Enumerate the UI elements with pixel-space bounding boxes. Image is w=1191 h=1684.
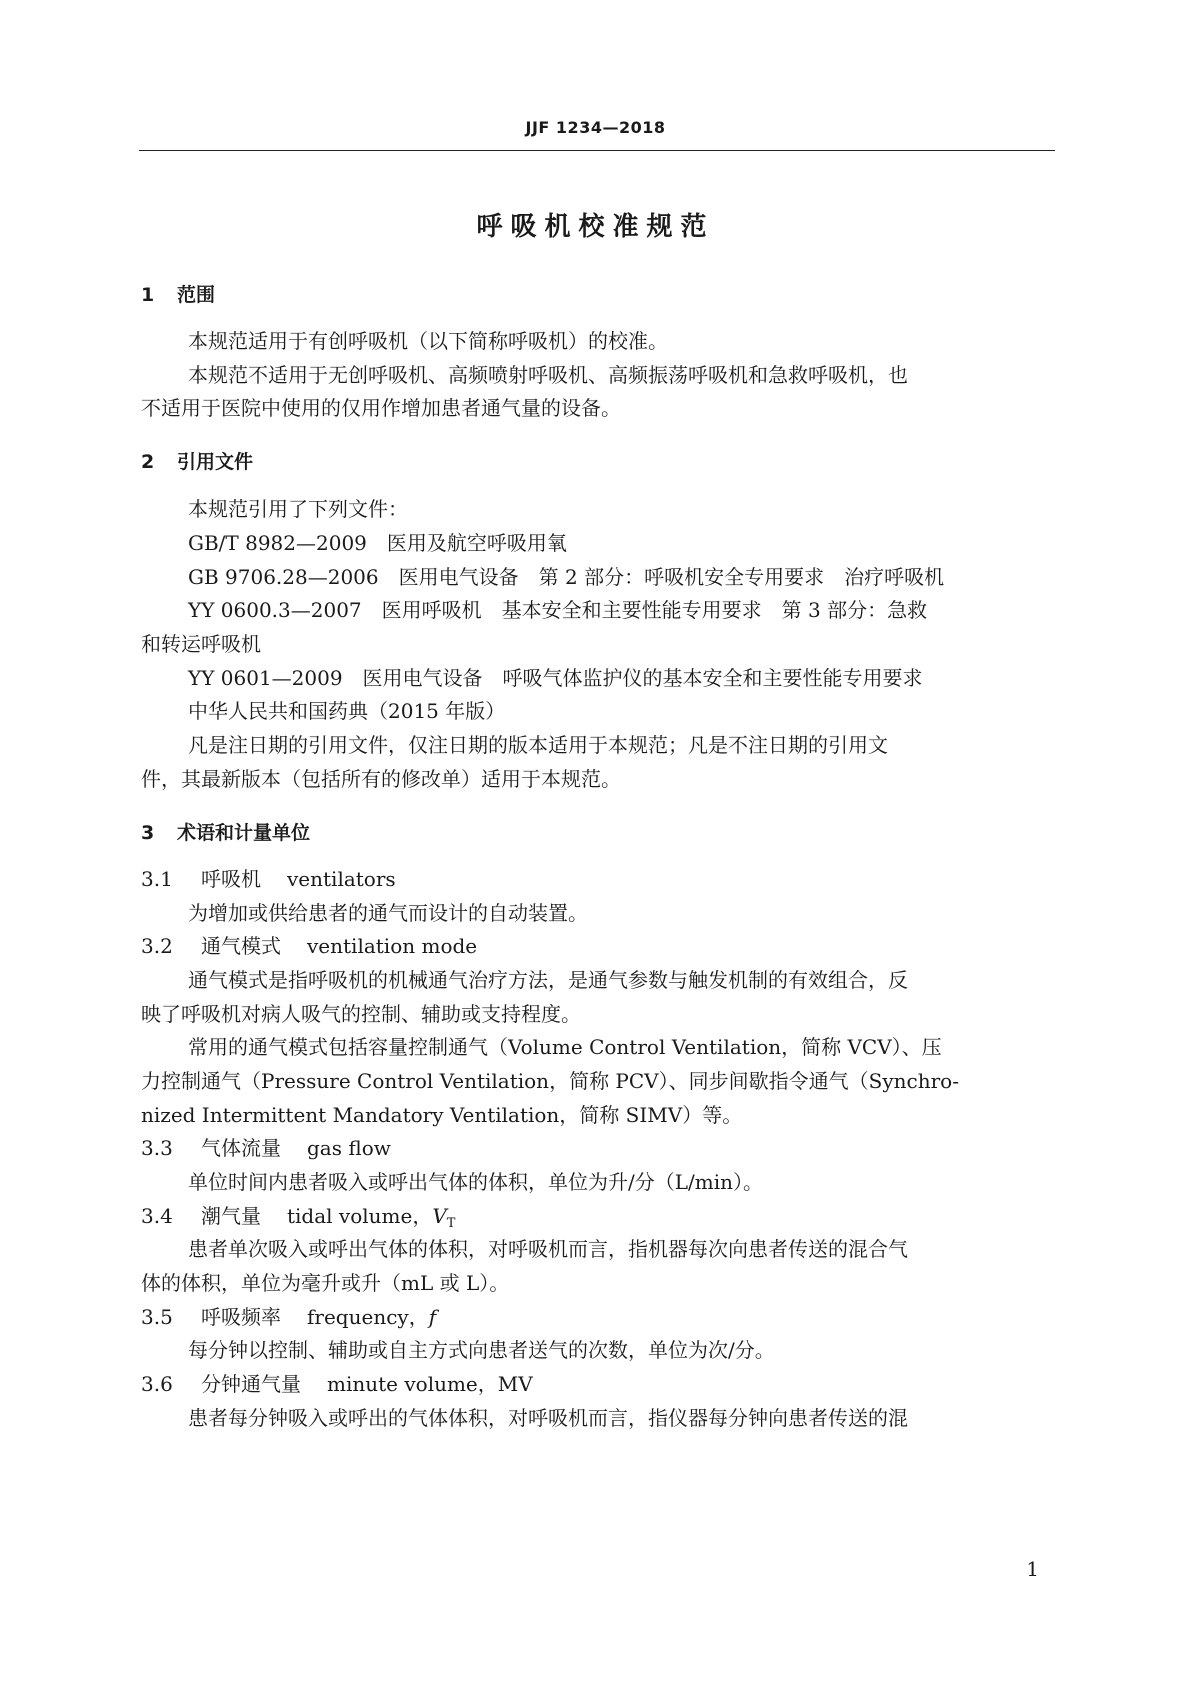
term-entry-3-6 [141, 1372, 533, 1396]
term-symbol-subscript: T [446, 1216, 456, 1231]
term-entry-3-1 [141, 867, 396, 891]
paragraph-line: 本规范适用于有创呼吸机（以下简称呼吸机）的校准。 [188, 329, 668, 353]
term-en: frequency， [307, 1305, 429, 1329]
term-definition: 每分钟以控制、辅助或自主方式向患者送气的次数，单位为次/分。 [188, 1338, 775, 1362]
document-title: 呼吸机校准规范 [476, 212, 715, 242]
term-entry-3-2 [141, 934, 477, 958]
section-heading-2 [141, 447, 253, 474]
paragraph-line: 不适用于医院中使用的仅用作增加患者通气量的设备。 [141, 396, 621, 420]
reference-item-continued: 和转运呼吸机 [141, 632, 261, 656]
reference-item: YY 0601—2009 医用电气设备 呼吸气体监护仪的基本安全和主要性能专用要求 [188, 666, 923, 690]
term-number: 3.4 [141, 1204, 173, 1228]
term-definition: 患者每分钟吸入或呼出的气体体积，对呼吸机而言，指仪器每分钟向患者传送的混 [188, 1406, 908, 1430]
term-zh: 呼吸机 [201, 867, 261, 891]
section-heading-3 [141, 818, 310, 845]
term-en: tidal volume， [287, 1204, 433, 1228]
term-zh: 潮气量 [201, 1204, 261, 1228]
section-number: 2 [141, 451, 155, 473]
term-number: 3.6 [141, 1372, 173, 1396]
term-zh: 呼吸频率 [201, 1305, 281, 1329]
term-definition: 力控制通气（Pressure Control Ventilation，简称 PCV）、同步间歇指令通气（Synchro- [141, 1069, 959, 1093]
term-en: gas flow [307, 1136, 391, 1160]
term-definition: 通气模式是指呼吸机的机械通气治疗方法，是通气参数与触发机制的有效组合，反 [188, 968, 908, 992]
paragraph-line: 件，其最新版本（包括所有的修改单）适用于本规范。 [141, 767, 621, 791]
term-definition: 映了呼吸机对病人吸气的控制、辅助或支持程度。 [141, 1002, 581, 1026]
term-symbol: f [428, 1305, 437, 1329]
term-entry-3-5 [141, 1305, 436, 1329]
term-symbol: V [432, 1204, 447, 1228]
term-entry-3-3 [141, 1136, 391, 1160]
term-number: 3.1 [141, 867, 173, 891]
section-title: 引用文件 [177, 451, 254, 473]
paragraph-line: 凡是注日期的引用文件，仅注日期的版本适用于本规范；凡是不注日期的引用文 [188, 733, 888, 757]
term-zh: 通气模式 [201, 934, 281, 958]
term-number: 3.3 [141, 1136, 173, 1160]
section-title: 范围 [177, 284, 216, 306]
section-number: 3 [141, 822, 155, 844]
reference-item: GB/T 8982—2009 医用及航空呼吸用氧 [188, 531, 567, 555]
term-entry-3-4 [141, 1204, 455, 1236]
term-definition: 患者单次吸入或呼出气体的体积，对呼吸机而言，指机器每次向患者传送的混合气 [188, 1237, 908, 1261]
term-number: 3.2 [141, 934, 173, 958]
reference-item: 中华人民共和国药典（2015 年版） [188, 699, 506, 723]
term-definition: 体的体积，单位为毫升或升（mL 或 L）。 [141, 1271, 510, 1295]
term-en: ventilators [287, 867, 396, 891]
section-number: 1 [141, 284, 155, 306]
header-rule [139, 150, 1055, 151]
document-code: JJF 1234—2018 [525, 118, 666, 137]
section-title: 术语和计量单位 [177, 822, 311, 844]
paragraph-line: 本规范引用了下列文件： [188, 497, 408, 521]
paragraph-line: 本规范不适用于无创呼吸机、高频喷射呼吸机、高频振荡呼吸机和急救呼吸机，也 [188, 363, 908, 387]
reference-item: YY 0600.3—2007 医用呼吸机 基本安全和主要性能专用要求 第 3 部分：急救 [188, 598, 928, 622]
term-definition: 常用的通气模式包括容量控制通气（Volume Control Ventilation，简称 VCV）、压 [188, 1035, 942, 1059]
page-number: 1 [1026, 1557, 1039, 1581]
term-definition: 单位时间内患者吸入或呼出气体的体积，单位为升/分（L/min）。 [188, 1170, 763, 1194]
section-heading-1 [141, 280, 215, 307]
reference-item: GB 9706.28—2006 医用电气设备 第 2 部分：呼吸机安全专用要求 治疗呼吸机 [188, 565, 945, 589]
term-definition: nized Intermittent Mandatory Ventilation，简称 SIMV）等。 [141, 1103, 743, 1127]
term-number: 3.5 [141, 1305, 173, 1329]
term-en: ventilation mode [307, 934, 478, 958]
term-definition: 为增加或供给患者的通气而设计的自动装置。 [188, 901, 588, 925]
term-en: minute volume，MV [327, 1372, 533, 1396]
term-zh: 分钟通气量 [201, 1372, 301, 1396]
term-zh: 气体流量 [201, 1136, 281, 1160]
